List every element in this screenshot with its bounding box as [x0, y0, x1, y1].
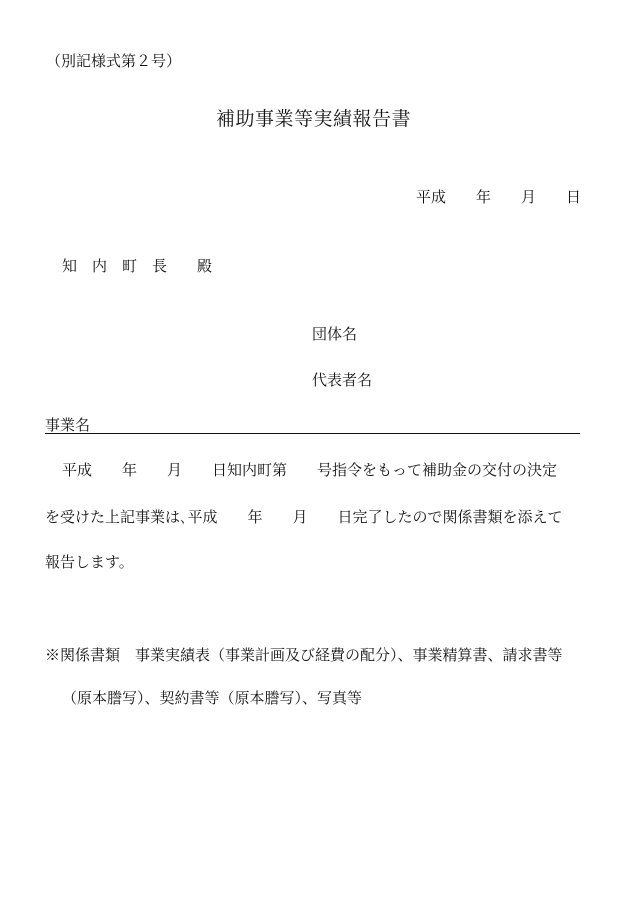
organization-label: 団体名	[312, 325, 358, 343]
body-line-2: を受けた上記事業は､平成 年 月 日完了したので関係書類を添えて	[45, 508, 563, 526]
document-title: 補助事業等実績報告書	[216, 108, 412, 130]
form-number: （別記様式第２号）	[46, 52, 182, 70]
attachments-note-line-1: ※関係書類 事業実績表（事業計画及び経費の配分）、事業精算書、請求書等	[45, 646, 563, 664]
project-name-label: 事業名	[45, 416, 91, 434]
representative-label: 代表者名	[312, 371, 373, 389]
body-line-1: 平成 年 月 日知内町第 号指令をもって補助金の交付の決定	[62, 461, 558, 479]
addressee: 知 内 町 長 殿	[62, 257, 213, 275]
project-name-underline	[45, 433, 580, 434]
body-line-3: 報告します。	[45, 553, 134, 571]
attachments-note-line-2: （原本謄写）、契約書等（原本謄写）、写真等	[62, 689, 363, 707]
date-line: 平成 年 月 日	[416, 188, 582, 206]
